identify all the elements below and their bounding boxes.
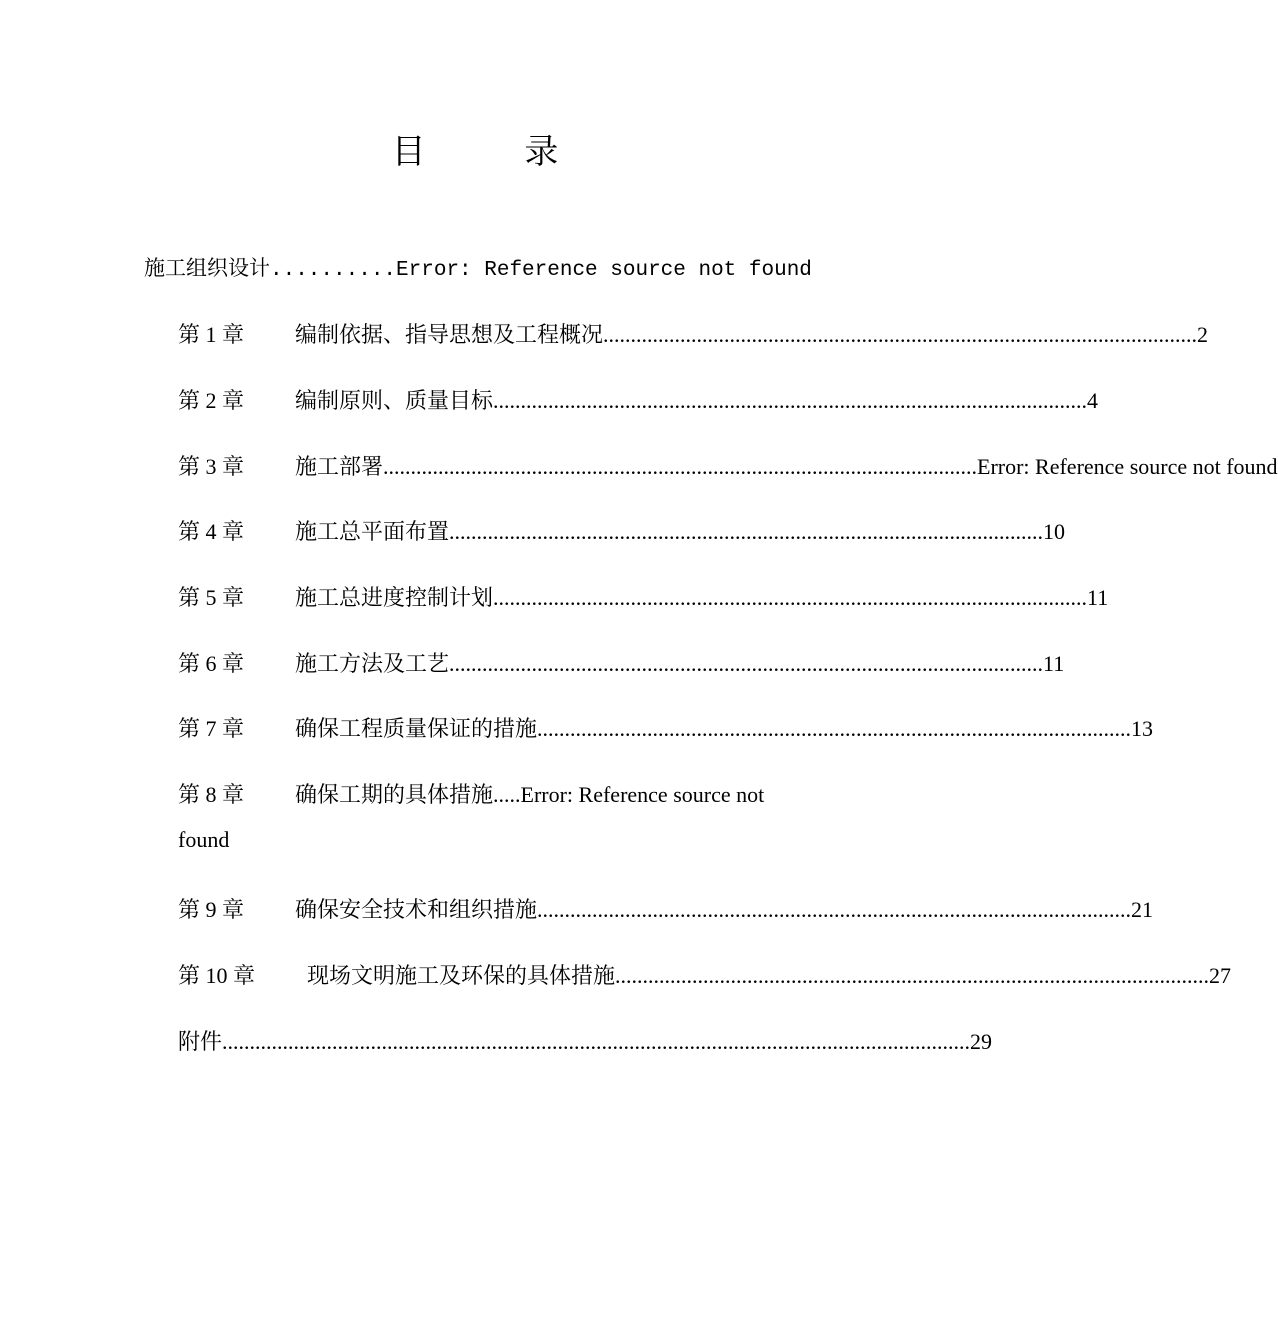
toc-leader-dots: .......... xyxy=(270,259,397,282)
chapter-number: 第 8 章 xyxy=(178,782,245,807)
toc-entry-chapter-8[interactable] xyxy=(178,778,806,809)
toc-entry-chapter-6[interactable] xyxy=(178,647,1065,678)
toc-leader-dots: ............................................................................................................ xyxy=(449,519,1044,544)
chapter-number: 第 1 章 xyxy=(178,322,245,347)
toc-entry-chapter-7[interactable] xyxy=(178,712,1154,743)
chapter-page-continued: found xyxy=(178,827,230,852)
chapter-page: 4 xyxy=(1087,388,1099,413)
toc-entry-chapter-2[interactable] xyxy=(178,384,1099,415)
page-title: 目 录 xyxy=(391,132,603,172)
chapter-title: 编制原则、质量目标 xyxy=(295,388,494,413)
chapter-page: 13 xyxy=(1131,716,1154,741)
chapter-number: 第 7 章 xyxy=(178,716,245,741)
chapter-title: 编制依据、指导思想及工程概况 xyxy=(295,322,604,347)
chapter-page: 11 xyxy=(1043,651,1065,676)
toc-entry-page: Error: Reference source not found xyxy=(396,259,812,282)
toc-leader-dots: ............................................................................................................ xyxy=(383,454,978,479)
toc-leader-dots: ............................................................................................................ xyxy=(537,716,1132,741)
chapter-number: 第 9 章 xyxy=(178,897,245,922)
toc-leader-dots: ..... xyxy=(493,782,521,807)
chapter-page: Error: Reference source not found xyxy=(977,454,1278,479)
chapter-page: 21 xyxy=(1131,897,1154,922)
chapter-number: 第 3 章 xyxy=(178,454,245,479)
toc-leader-dots: ............................................................................................................ xyxy=(493,585,1088,610)
toc-entry-chapter-5[interactable] xyxy=(178,581,1109,612)
chapter-title: 施工部署 xyxy=(295,454,384,479)
toc-entry-chapter-4[interactable] xyxy=(178,515,1066,546)
toc-entry-appendix[interactable] xyxy=(178,1025,993,1056)
chapter-page: Error: Reference source not xyxy=(520,782,765,807)
toc-entry-main[interactable] xyxy=(144,252,812,282)
chapter-number: 第 6 章 xyxy=(178,651,245,676)
toc-leader-dots: ............................................................................................................ xyxy=(615,963,1210,988)
toc-entry-chapter-1[interactable] xyxy=(178,318,1209,349)
toc-leader-dots: ............................................................................................................ xyxy=(449,651,1044,676)
chapter-title: 现场文明施工及环保的具体措施 xyxy=(307,963,616,988)
chapter-title: 施工总进度控制计划 xyxy=(295,585,494,610)
toc-entry-chapter-10[interactable] xyxy=(178,959,1232,990)
chapter-title: 确保安全技术和组织措施 xyxy=(295,897,538,922)
chapter-number: 第 2 章 xyxy=(178,388,245,413)
chapter-number: 第 4 章 xyxy=(178,519,245,544)
chapter-title: 施工总平面布置 xyxy=(295,519,450,544)
toc-entry-text: 施工组织设计 xyxy=(144,256,270,280)
toc-entry-chapter-3[interactable] xyxy=(178,450,1278,481)
toc-leader-dots: ............................................................................................................ xyxy=(493,388,1088,413)
chapter-page: 27 xyxy=(1209,963,1232,988)
chapter-page: 2 xyxy=(1197,322,1209,347)
chapter-page: 10 xyxy=(1043,519,1066,544)
chapter-title: 施工方法及工艺 xyxy=(295,651,450,676)
chapter-title: 确保工程质量保证的措施 xyxy=(295,716,538,741)
toc-entry-chapter-9[interactable] xyxy=(178,893,1154,924)
chapter-number: 第 10 章 xyxy=(178,963,256,988)
toc-leader-dots: ............................................................................................................ xyxy=(537,897,1132,922)
appendix-title: 附件 xyxy=(178,1029,223,1054)
toc-leader-dots: ........................................................................................................................................ xyxy=(222,1029,971,1054)
toc-leader-dots: ............................................................................................................ xyxy=(603,322,1198,347)
chapter-title: 确保工期的具体措施 xyxy=(295,782,494,807)
chapter-page: 11 xyxy=(1087,585,1109,610)
appendix-page: 29 xyxy=(970,1029,993,1054)
chapter-number: 第 5 章 xyxy=(178,585,245,610)
